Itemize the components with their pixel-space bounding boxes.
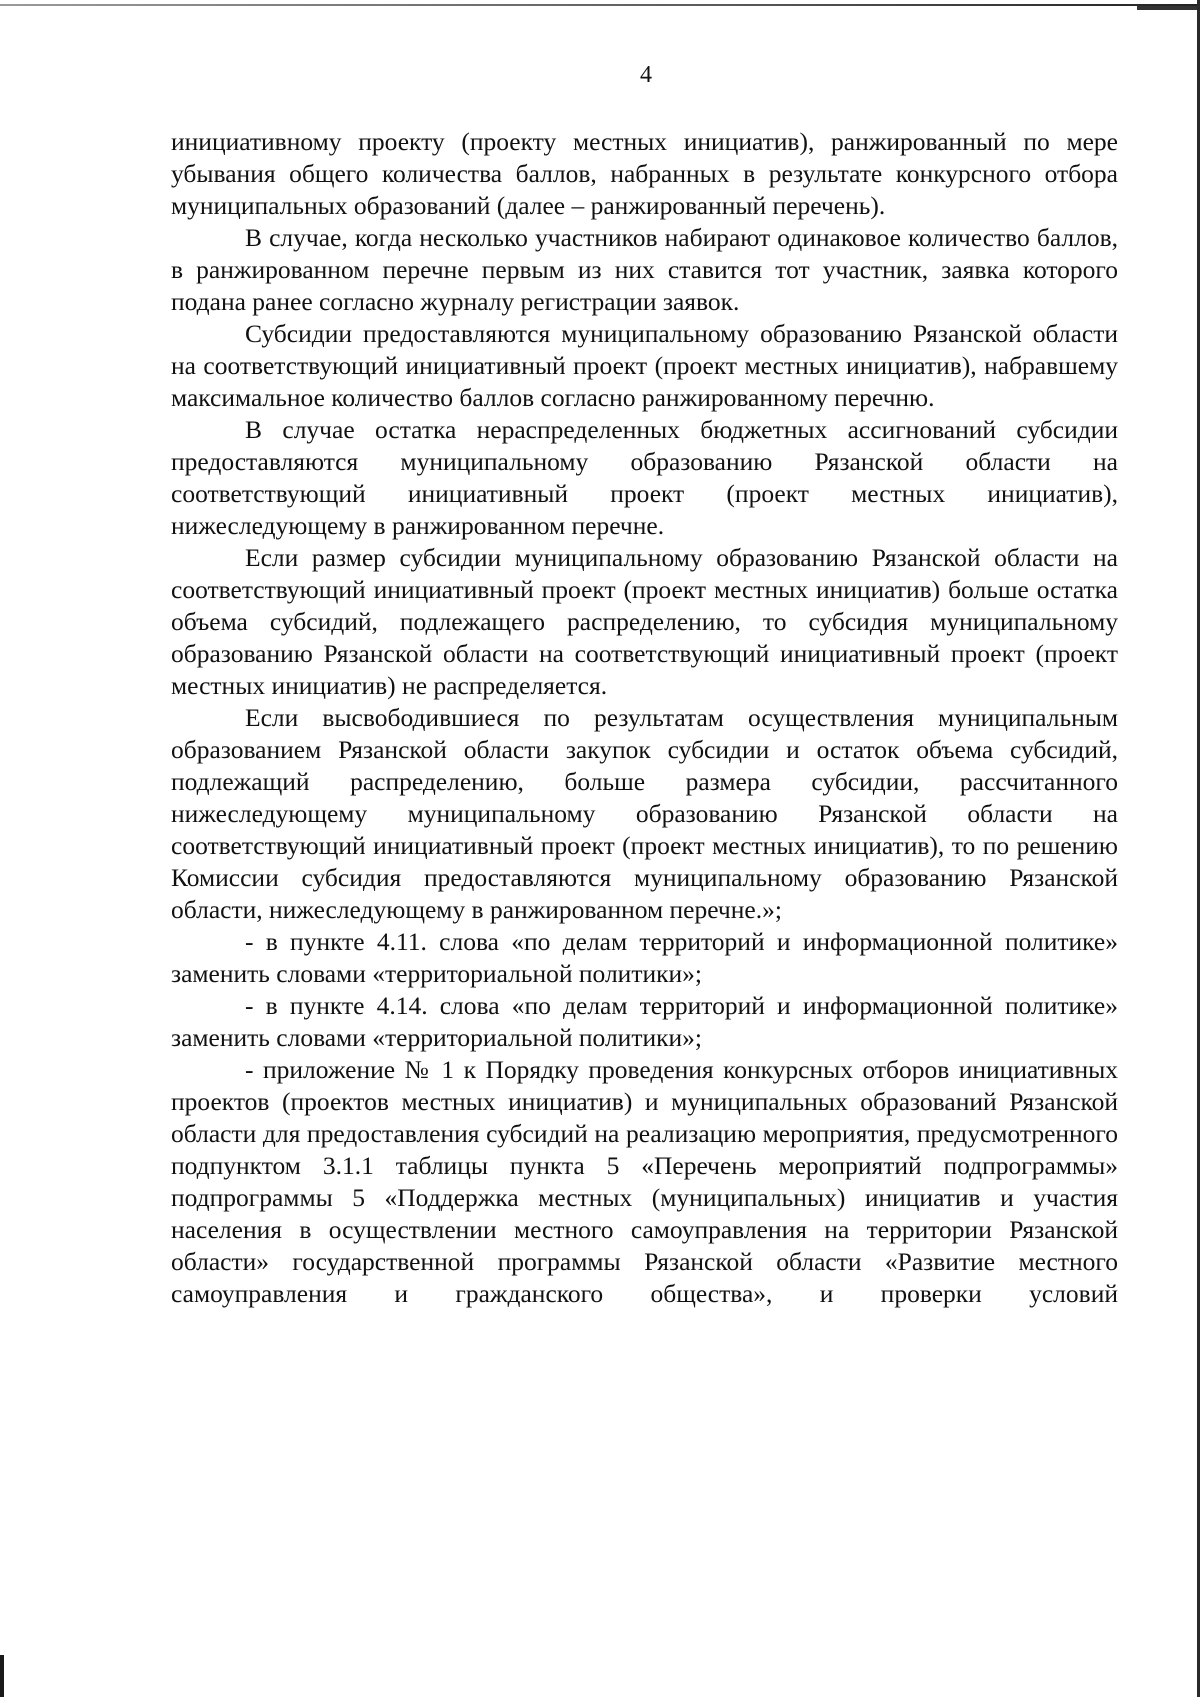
paragraph-3: Субсидии предоставляются муниципальному образованию Рязанской области на соответствующий инициативный проект (проект местных инициатив), набравшему максимальное количество баллов согласно ранжированному перечню.	[171, 319, 1118, 412]
paragraph-9: - приложение № 1 к Порядку проведения конкурсных отборов инициативных проектов (проектов местных инициатив) и муниципальных образований Рязанской области для предоставления субсидий на реализацию мероприятия, предусмотренного подпунктом 3.1.1 таблицы пункта 5 «Перечень мероприятий подпрограммы» подпрограммы 5 «Поддержка местных (муниципальных) инициатив и участия населения в осуществлении местного самоуправления на территории Рязанской области» государственной программы Рязанской области «Развитие местного самоуправления и гражданского общества», и проверки условий	[171, 1055, 1118, 1308]
paragraph-4: В случае остатка нераспределенных бюджетных ассигнований субсидии предоставляются муниципальному образованию Рязанской области на соответствующий инициативный проект (проект местных инициатив), нижеследующему в ранжированном перечне.	[171, 415, 1118, 540]
paragraph-2: В случае, когда несколько участников набирают одинаковое количество баллов, в ранжированном перечне первым из них ставится тот участник, заявка которого подана ранее согласно журналу регистрации заявок.	[171, 223, 1118, 316]
paragraph-8: - в пункте 4.14. слова «по делам территорий и информационной политике» заменить словами «территориальной политики»;	[171, 991, 1118, 1052]
scan-mark-left	[0, 1655, 4, 1697]
paragraph-1: инициативному проекту (проекту местных инициатив), ранжированный по мере убывания общего количества баллов, набранных в результате конкурсного отбора муниципальных образований (далее – ранжированный перечень).	[171, 127, 1118, 220]
paragraph-5: Если размер субсидии муниципальному образованию Рязанской области на соответствующий инициативный проект (проект местных инициатив) больше остатка объема субсидий, подлежащего распределению, то субсидия муниципальному образованию Рязанской области на соответствующий инициативный проект (проект местных инициатив) не распределяется.	[171, 543, 1118, 700]
paragraph-7: - в пункте 4.11. слова «по делам территорий и информационной политике» заменить словами «территориальной политики»;	[171, 927, 1118, 988]
scan-edge-top	[0, 4, 1200, 6]
document-body	[171, 126, 1118, 1310]
paragraph-6: Если высвободившиеся по результатам осуществления муниципальным образованием Рязанской области закупок субсидии и остаток объема субсидий, подлежащий распределению, больше размера субсидии, рассчитанного нижеследующему муниципальному образованию Рязанской области на соответствующий инициативный проект (проект местных инициатив), то по решению Комиссии субсидия предоставляются муниципальному образованию Рязанской области, нижеследующему в ранжированном перечне.»;	[171, 703, 1118, 924]
scan-edge-corner	[1137, 6, 1197, 10]
page-number: 4	[640, 62, 652, 88]
